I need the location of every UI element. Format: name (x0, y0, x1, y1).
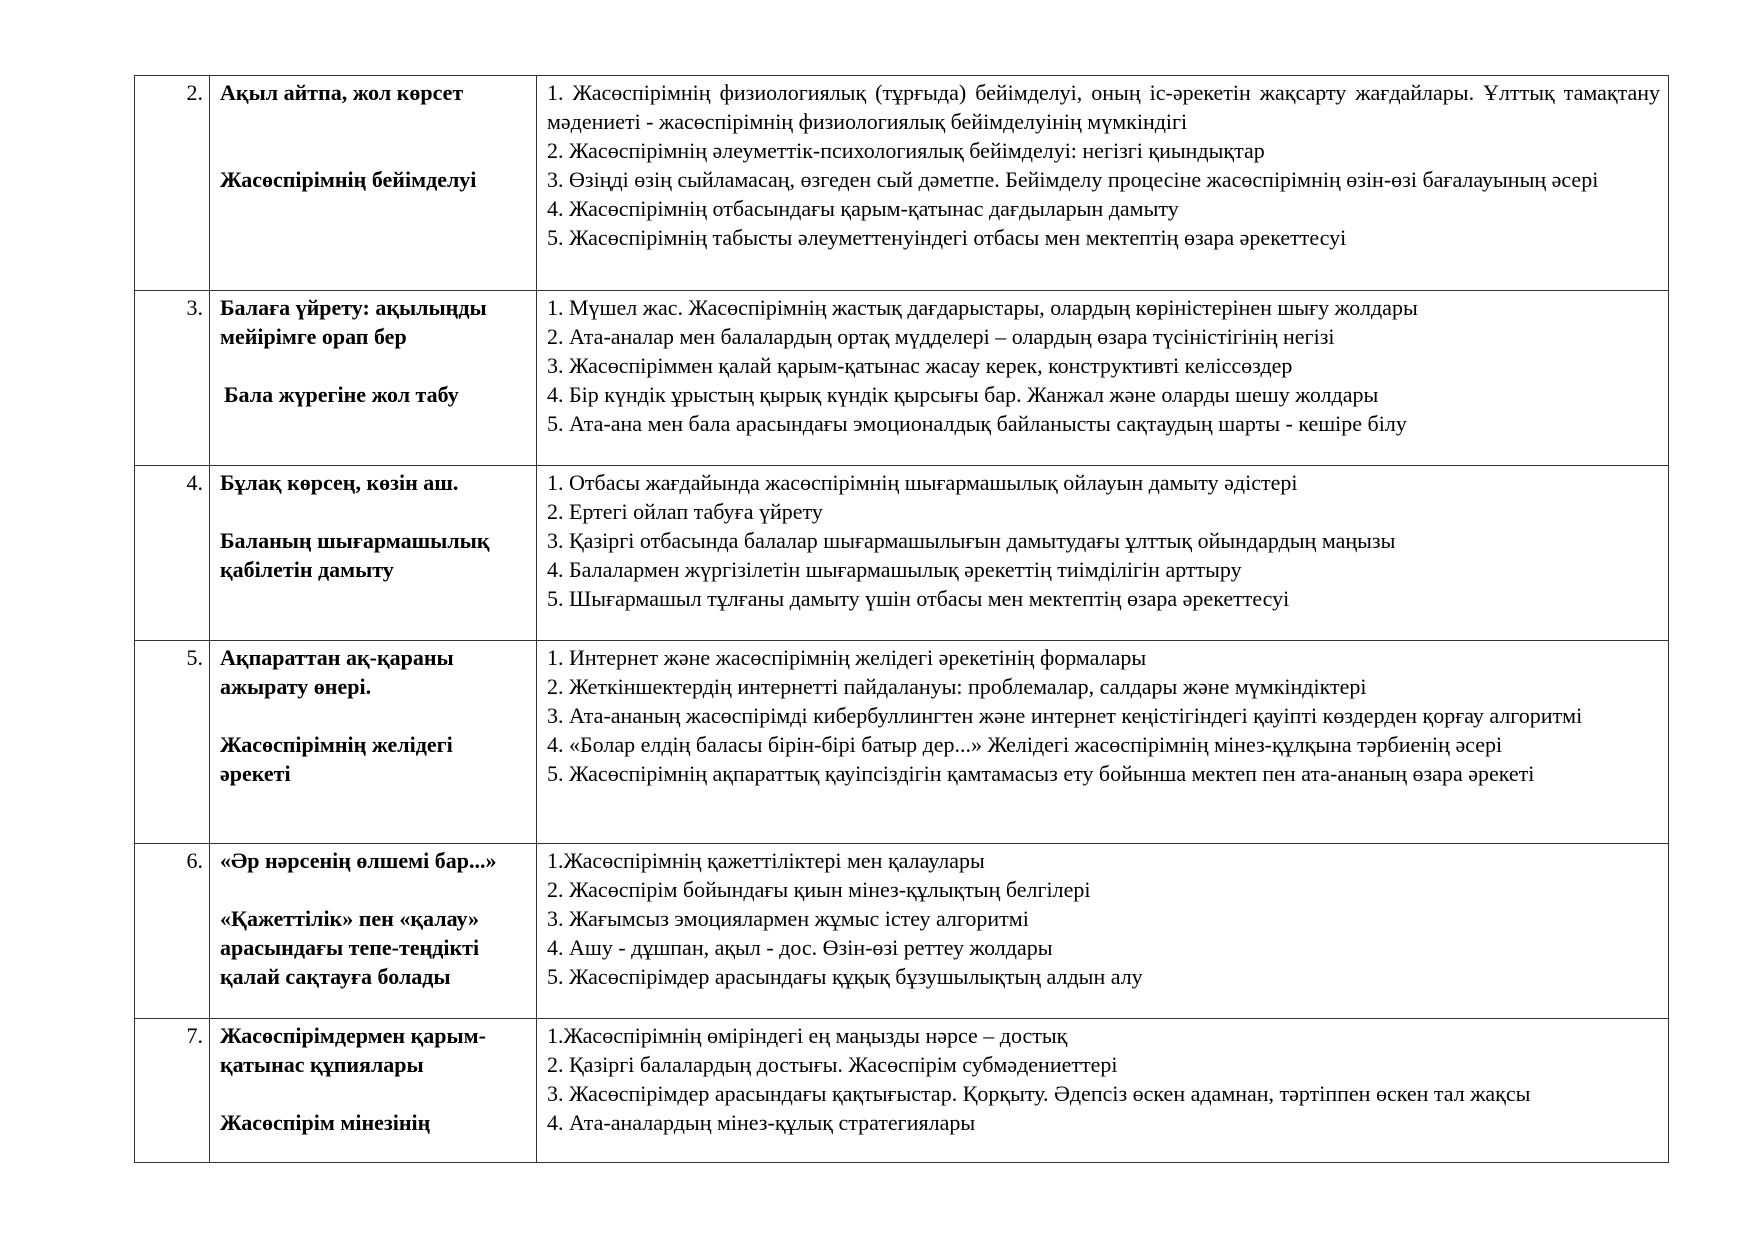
row-topics (537, 76, 1669, 291)
title-line: арасындағы тепе-теңдікті (220, 935, 480, 960)
table-row (135, 76, 1669, 291)
title-line: шығармашылық (317, 528, 490, 553)
topic-item: 4. Ата-аналардың мінез-құлық стратегиялары (547, 1110, 976, 1135)
topic-item: 2. Ата-аналар мен балалардың ортақ мүдделері – олардың өзара түсіністігінің негізі (547, 324, 1335, 349)
title-line: Баланың (220, 528, 312, 553)
title-line: Бұлақ көрсең, көзін аш. (220, 470, 459, 495)
row-number: 4. (135, 466, 210, 641)
row-number: 3. (135, 291, 210, 466)
title-line: қарым-қатынас (220, 1023, 486, 1077)
topic-item: 4. Бір күндік ұрыстың қырық күндік қырсығы бар. Жанжал және оларды шешу жолдары (547, 382, 1379, 407)
title-line: қалай сақтауға болады (220, 964, 451, 989)
topic-item: 1. Мүшел жас. Жасөспірімнің жастық дағдарыстары, олардың көріністерінен шығу жолдары (547, 295, 1418, 320)
topic-item: 5. Жасөспірімдер арасындағы құқық бұзушылықтың алдын алу (547, 964, 1143, 989)
topic-item: 2. Жеткіншектердің интернетті пайдалануы: проблемалар, салдары және мүмкіндіктері (547, 674, 1367, 699)
row-topics (537, 291, 1669, 466)
topics-table (134, 75, 1669, 1163)
table-row (135, 844, 1669, 1019)
topic-item: 3. Қазіргі отбасында балалар шығармашылығын дамытудағы ұлттық ойындардың маңызы (547, 528, 1396, 553)
title-line: Жасөспірімнің желідегі (220, 732, 453, 757)
title-line: әрекеті (220, 761, 291, 786)
title-line: ақылыңды мейірімге (220, 295, 487, 349)
topic-item: 4. Жасөспірімнің отбасындағы қарым-қатынас дағдыларын дамыту (547, 196, 1179, 221)
row-topics (537, 1019, 1669, 1163)
topic-item: 4. Ашу - дұшпан, ақыл - дос. Өзін-өзі реттеу жолдары (547, 935, 1053, 960)
title-line: Ақыл айтпа, жол көрсет (220, 80, 464, 105)
title-line: Бала жүрегіне жол табу (224, 382, 459, 407)
topic-item: 2. Жасөспірім бойындағы қиын мінез-құлықтың белгілері (547, 877, 1091, 902)
table-row (135, 291, 1669, 466)
title-line: қабілетін дамыту (220, 557, 394, 582)
title-line: Жасөспірімнің бейімделуі (220, 167, 477, 192)
topic-item: 1. Интернет және жасөспірімнің желідегі әрекетінің формалары (547, 645, 1147, 670)
table-row (135, 466, 1669, 641)
title-line: ажырату өнері. (220, 674, 372, 699)
topic-item: 1. Жасөспірімнің физиологиялық (тұрғыда) бейімделуі, оның іс-әрекетін жақсарту жағдайлары. Ұлттық тамақтану мәдениеті - жасөспірімнің физиологиялық бейімделуінің мүмкіндігі (547, 80, 1660, 134)
topic-item: 3. Жасөспіріммен қалай қарым-қатынас жасау керек, конструктивті келіссөздер (547, 353, 1293, 378)
topic-item: 5. Жасөспірімнің ақпараттық қауіпсіздігін қамтамасыз ету бойынша мектеп пен ата-ананың өзара әрекеті (547, 761, 1535, 786)
title-line: Ақпараттан ақ-қараны (220, 645, 454, 670)
row-topics (537, 641, 1669, 844)
row-number: 7. (135, 1019, 210, 1163)
row-title (210, 76, 537, 291)
row-number: 6. (135, 844, 210, 1019)
row-title (210, 1019, 537, 1163)
topic-item: 3. Өзіңді өзің сыйламасаң, өзгеден сый дәметпе. Бейімделу процесіне жасөспірімнің өзін-өзі бағалауының әсері (547, 167, 1599, 192)
topic-item: 5. Шығармашыл тұлғаны дамыту үшін отбасы мен мектептің өзара әрекеттесуі (547, 586, 1290, 611)
table-row (135, 1019, 1669, 1163)
title-line: «Әр нәрсенің өлшемі (220, 848, 430, 873)
topic-item: 5. Жасөспірімнің табысты әлеуметтенуіндегі отбасы мен мектептің өзара әрекеттесуі (547, 225, 1347, 250)
topic-item: 3. Жағымсыз эмоциялармен жұмыс істеу алгоритмі (547, 906, 1029, 931)
topic-item: 1.Жасөспірімнің өміріндегі ең маңызды нәрсе – достық (547, 1023, 1068, 1048)
title-line: бар...» (434, 848, 497, 873)
row-title (210, 466, 537, 641)
row-title (210, 844, 537, 1019)
row-title (210, 641, 537, 844)
topic-item: 3. Ата-ананың жасөспірімді кибербуллингтен және интернет кеңістігіндегі қауіпті көздерден қорғау алгоритмі (547, 703, 1583, 728)
row-topics (537, 844, 1669, 1019)
topic-item: 1. Отбасы жағдайында жасөспірімнің шығармашылық ойлауын дамыту әдістері (547, 470, 1298, 495)
topic-item: 4. «Болар елдің баласы бірін-бірі батыр дер...» Желідегі жасөспірімнің мінез-құлқына тәрбиенің әсері (547, 732, 1503, 757)
title-line: «Қажеттілік» пен «қалау» (220, 906, 479, 931)
topic-item: 4. Балалармен жүргізілетін шығармашылық әрекеттің тиімділігін арттыру (547, 557, 1242, 582)
title-line: құпиялары (310, 1052, 424, 1077)
row-title (210, 291, 537, 466)
row-number: 2. (135, 76, 210, 291)
topic-item: 2. Жасөспірімнің әлеуметтік-психологиялық бейімделуі: негізгі қиындықтар (547, 138, 1265, 163)
topic-item: 2. Ертегі ойлап табуға үйрету (547, 499, 823, 524)
title-line: Жасөспірім мінезінің (220, 1110, 431, 1135)
table-row (135, 641, 1669, 844)
title-line: Жасөспірімдермен (220, 1023, 406, 1048)
topic-item: 5. Ата-ана мен бала арасындағы эмоционалдық байланысты сақтаудың шарты - кешіре білу (547, 411, 1407, 436)
title-line: орап бер (321, 324, 407, 349)
topic-item: 1.Жасөспірімнің қажеттіліктері мен қалаулары (547, 848, 985, 873)
row-topics (537, 466, 1669, 641)
topic-item: 3. Жасөспірімдер арасындағы қақтығыстар. Қорқыту. Әдепсіз өскен адамнан, тәртіппен өскен тал жақсы (547, 1081, 1531, 1106)
row-number: 5. (135, 641, 210, 844)
title-line: Балаға үйрету: (220, 295, 370, 320)
topic-item: 2. Қазіргі балалардың достығы. Жасөспірім субмәдениеттері (547, 1052, 1118, 1077)
